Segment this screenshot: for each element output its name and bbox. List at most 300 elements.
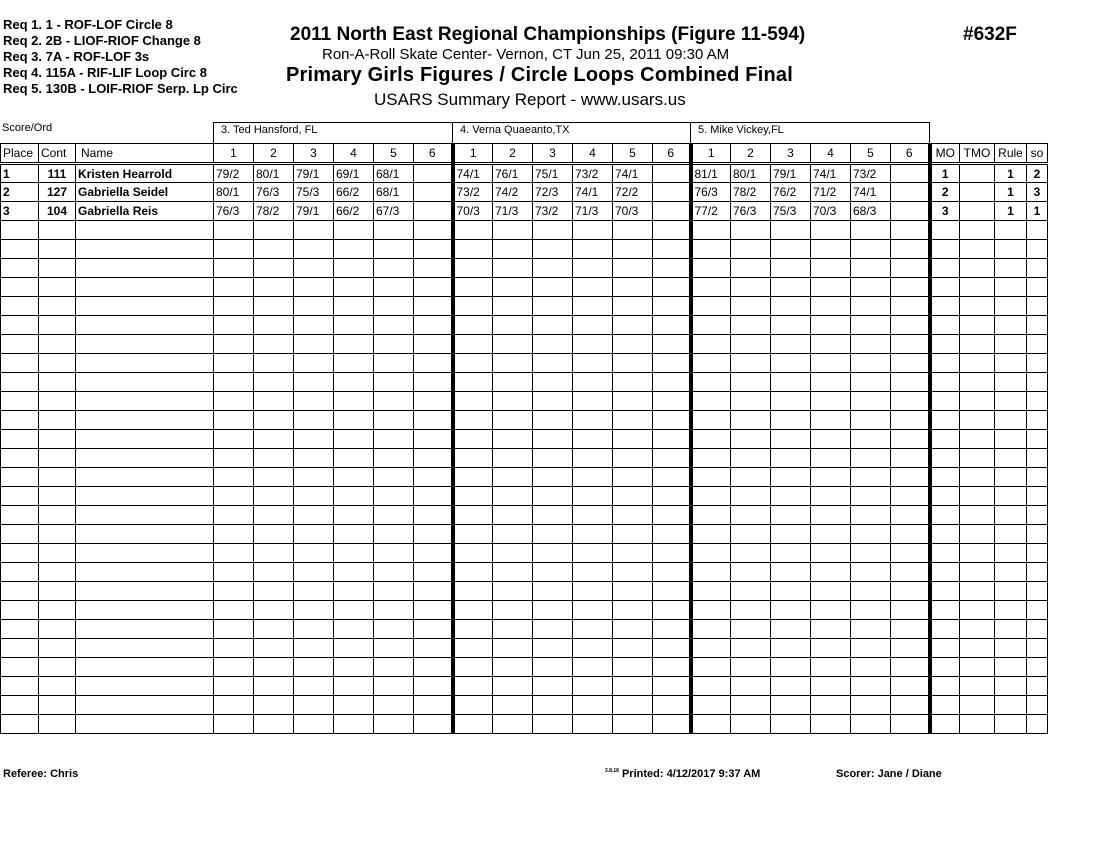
score-cell-j1-fig2	[254, 373, 294, 392]
score-cell-j1-fig1	[214, 620, 254, 639]
score-cell-j1-fig2	[254, 639, 294, 658]
score-cell-j3-fig5	[851, 297, 891, 316]
score-cell-j2-fig5	[613, 696, 653, 715]
score-cell-j1-fig1	[214, 487, 254, 506]
score-cell-j1-fig2	[254, 677, 294, 696]
skater-name-cell	[76, 639, 214, 658]
score-cell-j2-fig4	[573, 639, 613, 658]
score-cell-j3-fig4	[811, 677, 851, 696]
contestant-number-cell	[39, 544, 76, 563]
place-cell	[1, 259, 39, 278]
score-cell-j1-fig6	[414, 164, 453, 183]
col-rule: Rule	[995, 144, 1027, 164]
tmo-cell	[960, 620, 995, 639]
score-cell-j3-fig6	[891, 525, 930, 544]
score-cell-j3-fig2	[731, 696, 771, 715]
score-cell-j3-fig2: 76/3	[731, 202, 771, 221]
score-cell-j1-fig5	[374, 620, 414, 639]
mo-cell	[930, 487, 960, 506]
skater-name-cell	[76, 696, 214, 715]
rule-cell	[995, 525, 1027, 544]
score-cell-j3-fig6	[891, 240, 930, 259]
rule-cell	[995, 335, 1027, 354]
score-cell-j1-fig6	[414, 696, 453, 715]
col-tmo: TMO	[960, 144, 995, 164]
score-cell-j3-fig5	[851, 259, 891, 278]
score-cell-j3-fig1	[691, 430, 731, 449]
score-cell-j2-fig3	[533, 411, 573, 430]
score-cell-j3-fig6	[891, 677, 930, 696]
score-cell-j3-fig4	[811, 259, 851, 278]
contestant-number-cell: 127	[39, 183, 76, 202]
score-cell-j1-fig3	[294, 677, 334, 696]
score-cell-j3-fig6	[891, 430, 930, 449]
score-cell-j1-fig5	[374, 373, 414, 392]
score-cell-j2-fig4: 71/3	[573, 202, 613, 221]
score-cell-j1-fig3: 79/1	[294, 202, 334, 221]
mo-cell	[930, 506, 960, 525]
score-cell-j3-fig5: 68/3	[851, 202, 891, 221]
empty-row	[1, 487, 1048, 506]
score-cell-j1-fig6	[414, 506, 453, 525]
score-cell-j1-fig3	[294, 715, 334, 734]
score-cell-j2-fig1	[453, 335, 493, 354]
score-cell-j1-fig3	[294, 411, 334, 430]
score-cell-j2-fig4	[573, 354, 613, 373]
score-cell-j2-fig2	[493, 221, 533, 240]
contestant-number-cell	[39, 335, 76, 354]
score-cell-j2-fig3	[533, 658, 573, 677]
score-cell-j2-fig5	[613, 468, 653, 487]
tmo-cell	[960, 164, 995, 183]
score-cell-j3-fig6	[891, 620, 930, 639]
score-cell-j2-fig2	[493, 677, 533, 696]
score-cell-j1-fig3	[294, 620, 334, 639]
score-cell-j2-fig1	[453, 411, 493, 430]
score-cell-j1-fig5	[374, 715, 414, 734]
score-cell-j1-fig4: 66/2	[334, 202, 374, 221]
score-cell-j2-fig1	[453, 449, 493, 468]
mo-cell	[930, 240, 960, 259]
score-cell-j1-fig5	[374, 354, 414, 373]
empty-row	[1, 715, 1048, 734]
score-cell-j3-fig4	[811, 240, 851, 259]
place-cell: 2	[1, 183, 39, 202]
rule-cell	[995, 468, 1027, 487]
score-cell-j2-fig1	[453, 677, 493, 696]
score-cell-j3-fig6	[891, 582, 930, 601]
score-cell-j1-fig6	[414, 658, 453, 677]
score-cell-j3-fig3	[771, 468, 811, 487]
mo-cell	[930, 620, 960, 639]
score-cell-j3-fig5	[851, 677, 891, 696]
score-cell-j3-fig1	[691, 259, 731, 278]
judge-2-header: 4. Verna Quaeanto,TX	[452, 122, 691, 143]
score-cell-j2-fig4	[573, 696, 613, 715]
score-cell-j1-fig2	[254, 449, 294, 468]
mo-cell	[930, 221, 960, 240]
score-cell-j2-fig2	[493, 259, 533, 278]
skater-name-cell	[76, 506, 214, 525]
score-cell-j1-fig6	[414, 259, 453, 278]
score-cell-j1-fig5	[374, 677, 414, 696]
score-cell-j1-fig5	[374, 278, 414, 297]
score-cell-j3-fig2	[731, 221, 771, 240]
score-cell-j2-fig6	[653, 373, 691, 392]
score-cell-j2-fig5	[613, 411, 653, 430]
score-cell-j1-fig5	[374, 316, 414, 335]
so-cell	[1027, 373, 1048, 392]
score-cell-j3-fig2	[731, 430, 771, 449]
mo-cell	[930, 525, 960, 544]
score-cell-j2-fig6	[653, 677, 691, 696]
score-cell-j2-fig6	[653, 658, 691, 677]
empty-row	[1, 430, 1048, 449]
contestant-number-cell	[39, 658, 76, 677]
score-cell-j2-fig3	[533, 392, 573, 411]
score-cell-j2-fig3: 72/3	[533, 183, 573, 202]
score-cell-j2-fig1	[453, 373, 493, 392]
score-cell-j1-fig5	[374, 563, 414, 582]
score-cell-j3-fig5	[851, 544, 891, 563]
place-cell	[1, 392, 39, 411]
score-cell-j2-fig6	[653, 164, 691, 183]
score-cell-j3-fig2	[731, 601, 771, 620]
score-cell-j1-fig1	[214, 563, 254, 582]
tmo-cell	[960, 677, 995, 696]
score-cell-j3-fig2	[731, 259, 771, 278]
score-cell-j3-fig4	[811, 297, 851, 316]
score-cell-j2-fig6	[653, 563, 691, 582]
score-cell-j1-fig3	[294, 297, 334, 316]
score-cell-j2-fig2	[493, 525, 533, 544]
place-cell	[1, 297, 39, 316]
mo-cell	[930, 411, 960, 430]
score-cell-j1-fig6	[414, 525, 453, 544]
contestant-number-cell	[39, 392, 76, 411]
tmo-cell	[960, 392, 995, 411]
score-cell-j1-fig3	[294, 563, 334, 582]
score-cell-j3-fig6	[891, 411, 930, 430]
score-cell-j1-fig1	[214, 639, 254, 658]
score-cell-j3-fig3	[771, 696, 811, 715]
score-cell-j1-fig5	[374, 240, 414, 259]
score-cell-j2-fig4: 73/2	[573, 164, 613, 183]
score-cell-j1-fig4	[334, 696, 374, 715]
score-cell-j1-fig3	[294, 487, 334, 506]
score-cell-j1-fig6	[414, 183, 453, 202]
score-cell-j2-fig1: 74/1	[453, 164, 493, 183]
score-cell-j3-fig6	[891, 202, 930, 221]
rule-cell	[995, 221, 1027, 240]
score-cell-j3-fig1	[691, 620, 731, 639]
score-cell-j1-fig4	[334, 373, 374, 392]
col-j2-fig1: 1	[453, 144, 493, 164]
mo-cell	[930, 658, 960, 677]
contestant-number-cell	[39, 715, 76, 734]
score-cell-j3-fig2	[731, 620, 771, 639]
mo-cell	[930, 316, 960, 335]
contestant-number-cell	[39, 677, 76, 696]
score-cell-j2-fig6	[653, 639, 691, 658]
score-cell-j2-fig6	[653, 354, 691, 373]
so-cell	[1027, 658, 1048, 677]
rule-cell	[995, 544, 1027, 563]
score-cell-j2-fig1	[453, 221, 493, 240]
score-cell-j1-fig3: 75/3	[294, 183, 334, 202]
rule-cell	[995, 316, 1027, 335]
score-cell-j2-fig5	[613, 506, 653, 525]
score-cell-j1-fig6	[414, 297, 453, 316]
score-cell-j3-fig3	[771, 563, 811, 582]
rule-cell: 1	[995, 164, 1027, 183]
score-cell-j2-fig2	[493, 639, 533, 658]
event-title: Primary Girls Figures / Circle Loops Combined Final	[286, 64, 793, 86]
score-cell-j2-fig2	[493, 392, 533, 411]
score-cell-j1-fig6	[414, 430, 453, 449]
place-cell	[1, 373, 39, 392]
empty-row	[1, 392, 1048, 411]
score-cell-j1-fig2	[254, 620, 294, 639]
score-cell-j1-fig4: 69/1	[334, 164, 374, 183]
score-cell-j1-fig3	[294, 221, 334, 240]
score-cell-j1-fig1	[214, 544, 254, 563]
score-cell-j3-fig4	[811, 506, 851, 525]
score-cell-j1-fig2	[254, 316, 294, 335]
tmo-cell	[960, 278, 995, 297]
score-cell-j3-fig1	[691, 354, 731, 373]
score-cell-j2-fig4	[573, 430, 613, 449]
score-cell-j3-fig5: 74/1	[851, 183, 891, 202]
score-cell-j2-fig4	[573, 259, 613, 278]
score-cell-j1-fig3	[294, 430, 334, 449]
score-cell-j3-fig5	[851, 373, 891, 392]
skater-name-cell	[76, 354, 214, 373]
place-cell	[1, 487, 39, 506]
score-cell-j3-fig1: 76/3	[691, 183, 731, 202]
score-cell-j3-fig6	[891, 449, 930, 468]
place-cell	[1, 677, 39, 696]
skater-name-cell	[76, 259, 214, 278]
referee-label: Referee: Chris	[3, 768, 79, 780]
score-cell-j3-fig1	[691, 601, 731, 620]
so-cell	[1027, 582, 1048, 601]
place-cell	[1, 240, 39, 259]
mo-cell: 1	[930, 164, 960, 183]
score-cell-j2-fig6	[653, 601, 691, 620]
score-cell-j1-fig6	[414, 468, 453, 487]
mo-cell	[930, 639, 960, 658]
skater-name-cell	[76, 373, 214, 392]
score-cell-j3-fig5	[851, 316, 891, 335]
score-cell-j1-fig1	[214, 240, 254, 259]
score-cell-j3-fig6	[891, 392, 930, 411]
score-cell-j1-fig6	[414, 316, 453, 335]
mo-cell	[930, 430, 960, 449]
score-cell-j1-fig3	[294, 601, 334, 620]
empty-row	[1, 316, 1048, 335]
score-cell-j1-fig4	[334, 582, 374, 601]
score-cell-j3-fig5	[851, 563, 891, 582]
score-cell-j1-fig1	[214, 449, 254, 468]
contestant-number-cell	[39, 278, 76, 297]
mo-cell	[930, 373, 960, 392]
skater-name-cell	[76, 240, 214, 259]
skater-name-cell	[76, 525, 214, 544]
score-cell-j2-fig3: 75/1	[533, 164, 573, 183]
score-cell-j2-fig2: 74/2	[493, 183, 533, 202]
score-cell-j2-fig3	[533, 468, 573, 487]
place-cell	[1, 506, 39, 525]
score-cell-j2-fig3	[533, 582, 573, 601]
score-cell-j3-fig6	[891, 164, 930, 183]
score-cell-j2-fig6	[653, 297, 691, 316]
score-cell-j2-fig1	[453, 620, 493, 639]
score-cell-j3-fig6	[891, 696, 930, 715]
score-cell-j1-fig3	[294, 582, 334, 601]
score-cell-j2-fig4	[573, 677, 613, 696]
mo-cell: 3	[930, 202, 960, 221]
results-table	[0, 143, 1048, 734]
scorer-label: Scorer: Jane / Diane	[836, 768, 942, 780]
score-cell-j1-fig1	[214, 506, 254, 525]
score-cell-j2-fig4	[573, 449, 613, 468]
score-cell-j3-fig1	[691, 487, 731, 506]
place-cell	[1, 468, 39, 487]
so-cell	[1027, 411, 1048, 430]
score-cell-j1-fig3	[294, 278, 334, 297]
empty-row	[1, 601, 1048, 620]
empty-row	[1, 506, 1048, 525]
score-cell-j2-fig1: 73/2	[453, 183, 493, 202]
place-cell	[1, 335, 39, 354]
mo-cell	[930, 354, 960, 373]
col-j3-fig6: 6	[891, 144, 930, 164]
score-cell-j2-fig4	[573, 487, 613, 506]
contestant-number-cell	[39, 316, 76, 335]
score-cell-j2-fig6	[653, 278, 691, 297]
score-cell-j2-fig6	[653, 487, 691, 506]
score-cell-j1-fig3	[294, 259, 334, 278]
rule-cell	[995, 487, 1027, 506]
mo-cell	[930, 259, 960, 278]
score-cell-j3-fig2	[731, 563, 771, 582]
rule-cell: 1	[995, 202, 1027, 221]
score-cell-j2-fig4	[573, 373, 613, 392]
score-cell-j3-fig3	[771, 506, 811, 525]
score-cell-j3-fig2	[731, 335, 771, 354]
score-cell-j3-fig5	[851, 620, 891, 639]
score-cell-j2-fig5	[613, 278, 653, 297]
score-cell-j2-fig3	[533, 221, 573, 240]
score-cell-j2-fig6	[653, 544, 691, 563]
score-cell-j3-fig2	[731, 354, 771, 373]
rule-cell	[995, 411, 1027, 430]
score-cell-j1-fig3	[294, 696, 334, 715]
score-cell-j1-fig5	[374, 430, 414, 449]
score-cell-j1-fig5	[374, 696, 414, 715]
venue-line: Ron-A-Roll Skate Center- Vernon, CT Jun 25, 2011 09:30 AM	[322, 46, 730, 63]
score-cell-j2-fig4	[573, 563, 613, 582]
score-cell-j3-fig4	[811, 278, 851, 297]
score-cell-j1-fig1	[214, 335, 254, 354]
score-cell-j1-fig5	[374, 582, 414, 601]
score-cell-j2-fig3	[533, 506, 573, 525]
score-cell-j1-fig1	[214, 468, 254, 487]
place-cell	[1, 563, 39, 582]
skater-name-cell	[76, 316, 214, 335]
score-cell-j2-fig6	[653, 259, 691, 278]
contestant-number-cell	[39, 525, 76, 544]
score-cell-j2-fig2	[493, 544, 533, 563]
score-cell-j1-fig1	[214, 221, 254, 240]
event-number: #632F	[963, 24, 1017, 45]
so-cell	[1027, 639, 1048, 658]
empty-row	[1, 525, 1048, 544]
rule-cell: 1	[995, 183, 1027, 202]
tmo-cell	[960, 582, 995, 601]
score-cell-j1-fig6	[414, 335, 453, 354]
score-cell-j2-fig5	[613, 430, 653, 449]
score-cell-j2-fig4	[573, 582, 613, 601]
score-cell-j2-fig4	[573, 601, 613, 620]
place-cell	[1, 696, 39, 715]
so-cell	[1027, 335, 1048, 354]
mo-cell	[930, 449, 960, 468]
tmo-cell	[960, 715, 995, 734]
tmo-cell	[960, 297, 995, 316]
rule-cell	[995, 639, 1027, 658]
score-cell-j2-fig1	[453, 392, 493, 411]
score-cell-j3-fig1	[691, 335, 731, 354]
score-cell-j2-fig2	[493, 468, 533, 487]
score-cell-j3-fig5	[851, 696, 891, 715]
contestant-number-cell	[39, 449, 76, 468]
score-cell-j2-fig4	[573, 506, 613, 525]
col-j3-fig2: 2	[731, 144, 771, 164]
score-cell-j3-fig4	[811, 487, 851, 506]
score-cell-j3-fig2: 80/1	[731, 164, 771, 183]
score-cell-j3-fig5	[851, 449, 891, 468]
score-cell-j2-fig1	[453, 601, 493, 620]
score-cell-j3-fig6	[891, 335, 930, 354]
score-cell-j2-fig5: 72/2	[613, 183, 653, 202]
rule-cell	[995, 392, 1027, 411]
place-cell	[1, 449, 39, 468]
score-cell-j2-fig1	[453, 696, 493, 715]
score-cell-j1-fig1	[214, 677, 254, 696]
skater-name-cell	[76, 411, 214, 430]
empty-row	[1, 411, 1048, 430]
score-cell-j2-fig3	[533, 544, 573, 563]
so-cell	[1027, 677, 1048, 696]
score-cell-j1-fig5	[374, 658, 414, 677]
score-cell-j1-fig1	[214, 259, 254, 278]
score-cell-j2-fig4: 74/1	[573, 183, 613, 202]
score-cell-j1-fig2	[254, 525, 294, 544]
score-cell-j2-fig5	[613, 715, 653, 734]
place-cell	[1, 715, 39, 734]
tmo-cell	[960, 354, 995, 373]
score-cell-j3-fig5	[851, 221, 891, 240]
score-cell-j2-fig5	[613, 449, 653, 468]
score-cell-j3-fig2	[731, 487, 771, 506]
rule-cell	[995, 259, 1027, 278]
rule-cell	[995, 658, 1027, 677]
empty-row	[1, 563, 1048, 582]
score-cell-j3-fig1	[691, 582, 731, 601]
empty-row	[1, 639, 1048, 658]
